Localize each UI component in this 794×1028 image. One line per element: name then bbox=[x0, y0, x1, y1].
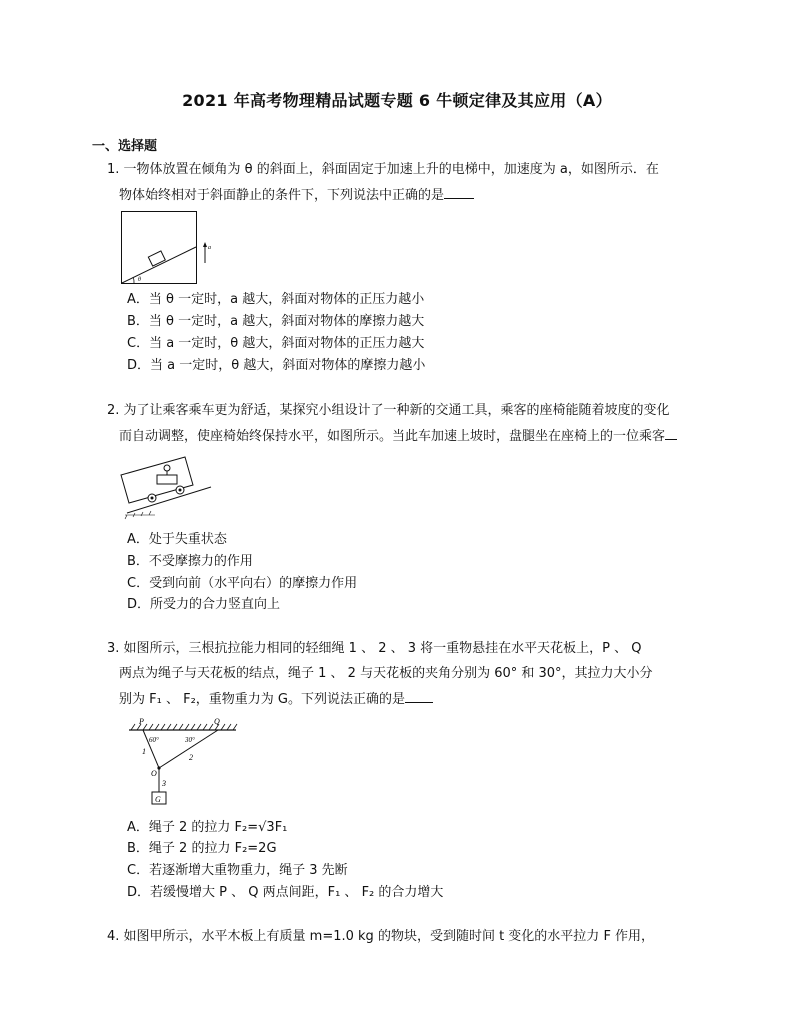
q1-line-1: 1. 一物体放置在倾角为 θ 的斜面上，斜面固定于加速上升的电梯中，加速度为 a，如图所示．在 bbox=[107, 162, 659, 177]
q3-option-c: C．若逐渐增大重物重力，绳子 3 先断 bbox=[127, 863, 348, 878]
angle-arc bbox=[133, 277, 134, 283]
answer-blank bbox=[665, 427, 677, 440]
q2-option-c: C．受到向前（水平向右）的摩擦力作用 bbox=[127, 576, 358, 591]
q2-vehicle-figure bbox=[121, 455, 216, 520]
q3-rope-figure bbox=[121, 714, 241, 809]
label-o: O bbox=[151, 769, 157, 778]
q2-option-d: D．所受力的合力竖直向上 bbox=[127, 597, 281, 612]
passenger-head bbox=[164, 465, 170, 471]
label-30: 30° bbox=[185, 736, 195, 744]
section-heading: 一、选择题 bbox=[92, 139, 158, 154]
answer-blank bbox=[444, 186, 474, 199]
knot-o bbox=[157, 766, 160, 769]
q1-option-a: A．当 θ 一定时，a 越大，斜面对物体的正压力越小 bbox=[127, 292, 425, 307]
arrow-head bbox=[203, 242, 207, 247]
q3-line-2: 两点为绳子与天花板的结点，绳子 1 、 2 与天花板的夹角分别为 60° 和 30°，其拉力大小分 bbox=[119, 666, 653, 681]
q3-option-d: D．若缓慢增大 P 、 Q 两点间距，F₁ 、 F₂ 的合力增大 bbox=[127, 885, 444, 900]
q2-line-1: 2. 为了让乘客乘车更为舒适，某探究小组设计了一种新的交通工具，乘客的座椅能随着坡度的变化 bbox=[107, 403, 670, 418]
q3-line-3: 别为 F₁ 、 F₂，重物重力为 G。下列说法正确的是 bbox=[119, 690, 433, 709]
angle-label: θ bbox=[138, 277, 141, 283]
ceiling-hatch bbox=[131, 724, 237, 730]
q2-line-2: 而自动调整，使座椅始终保持水平，如图所示。当此车加速上坡时，盘腿坐在座椅上的一位乘客 bbox=[119, 427, 677, 446]
q1-line-2: 物体始终相对于斜面静止的条件下，下列说法中正确的是 bbox=[119, 186, 474, 205]
acceleration-label: a bbox=[208, 245, 211, 251]
q4-line-1: 4. 如图甲所示，水平木板上有质量 m=1.0 kg 的物块，受到随时间 t 变化的水平拉力 F 作用， bbox=[107, 929, 655, 944]
label-g: G bbox=[155, 795, 161, 804]
label-q: Q bbox=[214, 717, 220, 726]
q2-option-a: A．处于失重状态 bbox=[127, 532, 227, 547]
q1-option-c: C．当 a 一定时，θ 越大，斜面对物体的正压力越大 bbox=[127, 336, 425, 351]
label-rope-1: 1 bbox=[142, 747, 146, 756]
q2-option-b: B．不受摩擦力的作用 bbox=[127, 554, 253, 569]
q1-option-d: D．当 a 一定时，θ 越大，斜面对物体的摩擦力越小 bbox=[127, 358, 426, 373]
label-p: P bbox=[139, 717, 144, 726]
answer-blank bbox=[405, 690, 433, 703]
label-rope-3: 3 bbox=[162, 779, 166, 788]
q1-incline-elevator-figure bbox=[121, 211, 221, 286]
q3-option-b: B．绳子 2 的拉力 F₂=2G bbox=[127, 841, 277, 856]
q3-option-a: A．绳子 2 的拉力 F₂=√3F₁ bbox=[127, 820, 288, 835]
label-rope-2: 2 bbox=[189, 753, 193, 762]
q3-line-1: 3. 如图所示，三根抗拉能力相同的轻细绳 1 、 2 、 3 将一重物悬挂在水平天花板上，P 、 Q bbox=[107, 641, 642, 656]
level-seat bbox=[157, 475, 177, 484]
q1-option-b: B．当 θ 一定时，a 越大，斜面对物体的摩擦力越大 bbox=[127, 314, 425, 329]
block-on-incline bbox=[148, 251, 165, 266]
elevator-box bbox=[122, 212, 197, 284]
page-title: 2021 年高考物理精品试题专题 6 牛顿定律及其应用（A） bbox=[182, 91, 612, 110]
label-60: 60° bbox=[149, 736, 159, 744]
